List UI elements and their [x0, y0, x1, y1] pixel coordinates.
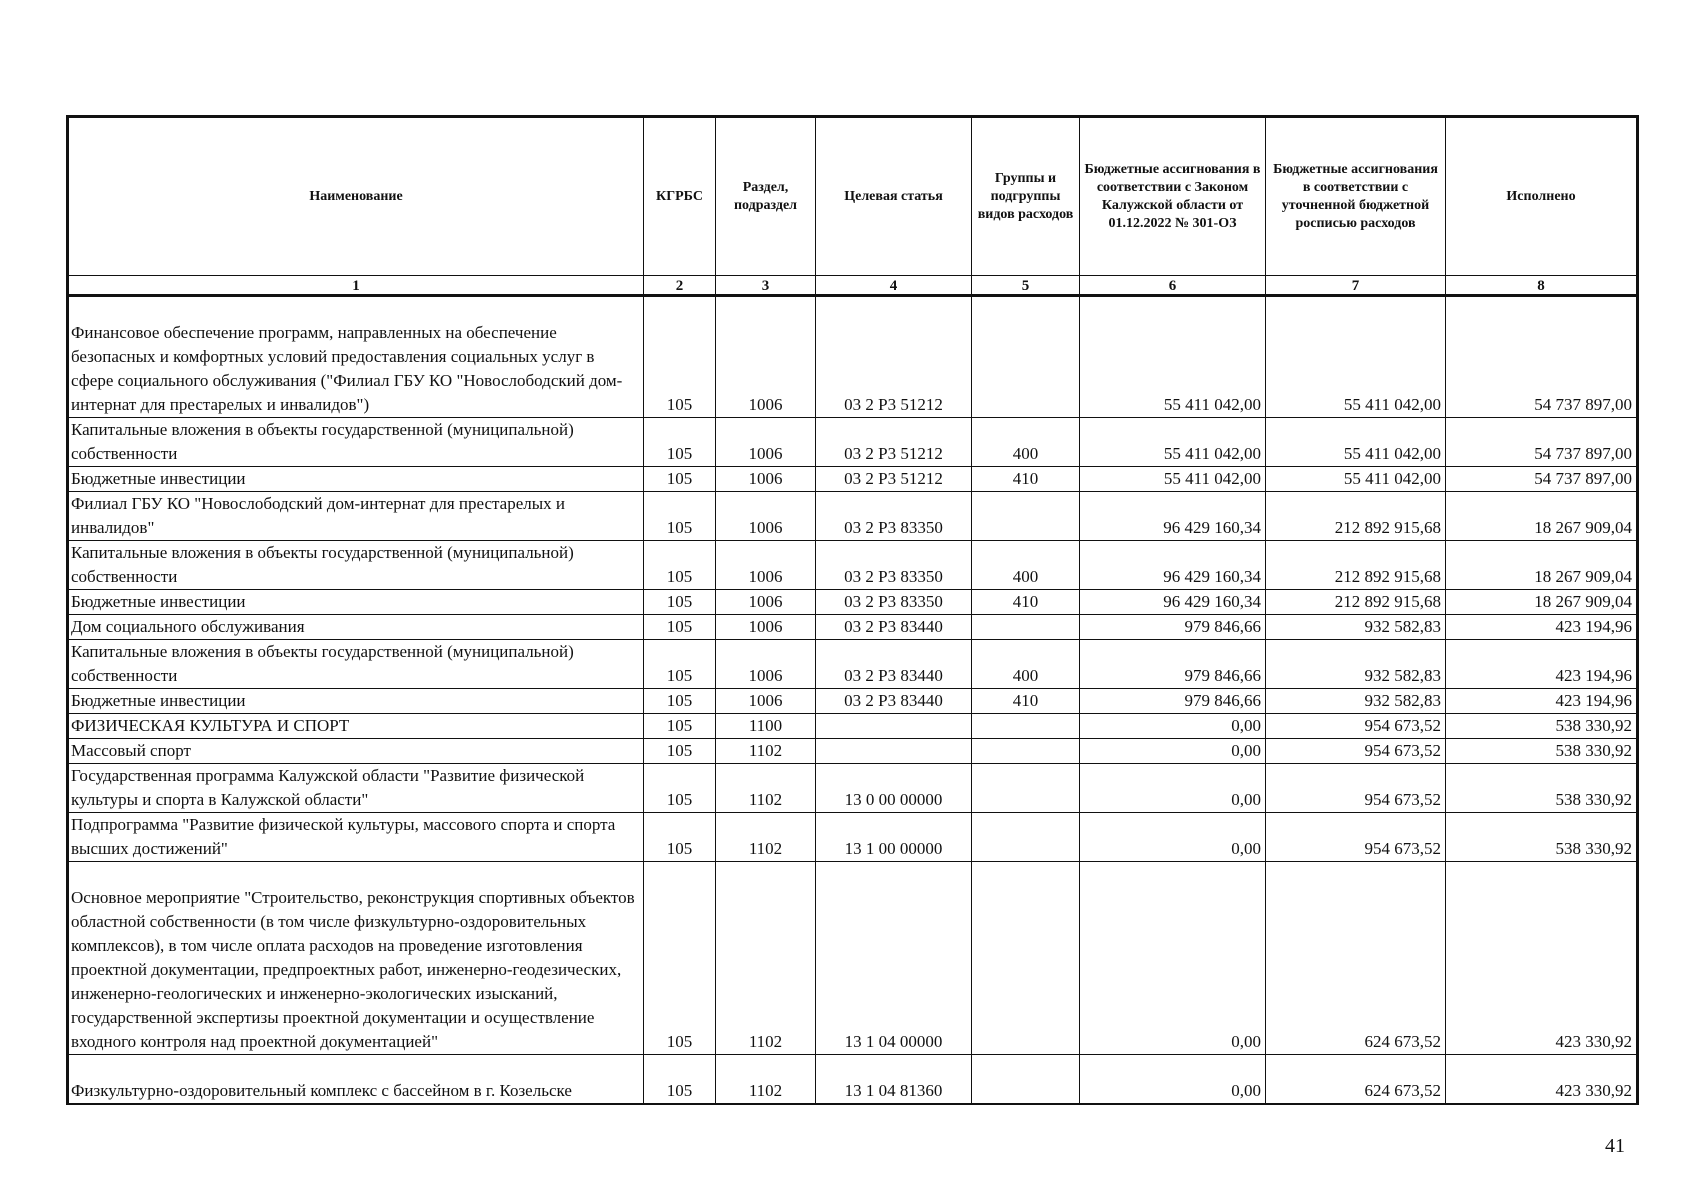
cell-refined-allocation: 624 673,52 — [1266, 1055, 1446, 1105]
cell-target-article: 03 2 P3 83350 — [816, 541, 972, 590]
cell-expense-group — [972, 1055, 1080, 1105]
cell-name: Капитальные вложения в объекты государственной (муниципальной) собственности — [68, 640, 644, 689]
cell-kgrbs: 105 — [644, 739, 716, 764]
cell-section: 1102 — [716, 862, 816, 1055]
cell-kgrbs: 105 — [644, 714, 716, 739]
cell-refined-allocation: 932 582,83 — [1266, 615, 1446, 640]
table-row — [68, 714, 1638, 739]
cell-name: ФИЗИЧЕСКАЯ КУЛЬТУРА И СПОРТ — [68, 714, 644, 739]
cell-refined-allocation: 954 673,52 — [1266, 813, 1446, 862]
cell-executed: 538 330,92 — [1446, 714, 1638, 739]
cell-refined-allocation: 932 582,83 — [1266, 689, 1446, 714]
cell-executed: 18 267 909,04 — [1446, 541, 1638, 590]
cell-law-allocation: 979 846,66 — [1080, 615, 1266, 640]
column-number: 2 — [644, 276, 716, 296]
cell-name: Основное мероприятие "Строительство, реконструкция спортивных объектов областной собственности (в том числе физкультурно-оздоровительных комплексов), в том числе оплата расходов на проведение изготовления проектной документации, предпроектных работ, инженерно-геодезических, инженерно-геологических и инженерно-экологических изысканий, государственной экспертизы проектной документации и осуществление входного контроля над проектной документацией" — [68, 862, 644, 1055]
cell-law-allocation: 96 429 160,34 — [1080, 590, 1266, 615]
table-row — [68, 813, 1638, 862]
cell-expense-group: 400 — [972, 541, 1080, 590]
cell-target-article — [816, 714, 972, 739]
cell-section: 1102 — [716, 739, 816, 764]
cell-name: Физкультурно-оздоровительный комплекс с бассейном в г. Козельске — [68, 1055, 644, 1105]
cell-expense-group — [972, 739, 1080, 764]
cell-expense-group: 410 — [972, 689, 1080, 714]
cell-refined-allocation: 212 892 915,68 — [1266, 541, 1446, 590]
cell-law-allocation: 0,00 — [1080, 813, 1266, 862]
cell-section: 1006 — [716, 689, 816, 714]
cell-target-article: 03 2 P3 83350 — [816, 590, 972, 615]
column-number: 4 — [816, 276, 972, 296]
cell-law-allocation: 55 411 042,00 — [1080, 296, 1266, 418]
cell-law-allocation: 979 846,66 — [1080, 689, 1266, 714]
header-name: Наименование — [68, 117, 644, 276]
cell-target-article: 13 0 00 00000 — [816, 764, 972, 813]
cell-name: Бюджетные инвестиции — [68, 467, 644, 492]
cell-refined-allocation: 954 673,52 — [1266, 714, 1446, 739]
table-row — [68, 492, 1638, 541]
cell-law-allocation: 96 429 160,34 — [1080, 492, 1266, 541]
cell-expense-group: 410 — [972, 590, 1080, 615]
cell-expense-group — [972, 862, 1080, 1055]
cell-executed: 423 330,92 — [1446, 1055, 1638, 1105]
cell-law-allocation: 0,00 — [1080, 862, 1266, 1055]
cell-section: 1100 — [716, 714, 816, 739]
table-body — [68, 296, 1638, 1105]
cell-executed: 54 737 897,00 — [1446, 296, 1638, 418]
cell-name: Финансовое обеспечение программ, направленных на обеспечение безопасных и комфортных условий предоставления социальных услуг в сфере социального обслуживания ("Филиал ГБУ КО "Новослободский дом-интернат для престарелых и инвалидов") — [68, 296, 644, 418]
cell-name: Бюджетные инвестиции — [68, 689, 644, 714]
cell-kgrbs: 105 — [644, 296, 716, 418]
cell-executed: 423 330,92 — [1446, 862, 1638, 1055]
cell-executed: 423 194,96 — [1446, 615, 1638, 640]
cell-refined-allocation: 624 673,52 — [1266, 862, 1446, 1055]
table-row — [68, 590, 1638, 615]
header-target-article: Целевая статья — [816, 117, 972, 276]
cell-law-allocation: 0,00 — [1080, 1055, 1266, 1105]
cell-law-allocation: 55 411 042,00 — [1080, 467, 1266, 492]
table-row — [68, 739, 1638, 764]
cell-target-article: 03 2 P3 51212 — [816, 418, 972, 467]
cell-kgrbs: 105 — [644, 689, 716, 714]
cell-expense-group: 410 — [972, 467, 1080, 492]
cell-section: 1102 — [716, 1055, 816, 1105]
cell-section: 1006 — [716, 296, 816, 418]
cell-name: Филиал ГБУ КО "Новослободский дом-интернат для престарелых и инвалидов" — [68, 492, 644, 541]
cell-executed: 423 194,96 — [1446, 689, 1638, 714]
cell-refined-allocation: 932 582,83 — [1266, 640, 1446, 689]
column-number: 5 — [972, 276, 1080, 296]
cell-target-article: 03 2 P3 51212 — [816, 467, 972, 492]
cell-refined-allocation: 954 673,52 — [1266, 764, 1446, 813]
cell-name: Государственная программа Калужской области "Развитие физической культуры и спорта в Калужской области" — [68, 764, 644, 813]
cell-law-allocation: 0,00 — [1080, 714, 1266, 739]
cell-kgrbs: 105 — [644, 640, 716, 689]
table-row — [68, 541, 1638, 590]
cell-name: Бюджетные инвестиции — [68, 590, 644, 615]
cell-name: Капитальные вложения в объекты государственной (муниципальной) собственности — [68, 541, 644, 590]
cell-kgrbs: 105 — [644, 813, 716, 862]
cell-name: Дом социального обслуживания — [68, 615, 644, 640]
cell-executed: 18 267 909,04 — [1446, 492, 1638, 541]
column-number: 3 — [716, 276, 816, 296]
header-expense-group: Группы и подгруппы видов расходов — [972, 117, 1080, 276]
cell-expense-group — [972, 492, 1080, 541]
cell-section: 1006 — [716, 615, 816, 640]
cell-refined-allocation: 212 892 915,68 — [1266, 590, 1446, 615]
cell-section: 1006 — [716, 590, 816, 615]
column-number-row — [68, 276, 1638, 296]
cell-refined-allocation: 55 411 042,00 — [1266, 296, 1446, 418]
table-row — [68, 418, 1638, 467]
cell-target-article: 03 2 P3 83440 — [816, 689, 972, 714]
cell-expense-group — [972, 615, 1080, 640]
cell-law-allocation: 0,00 — [1080, 739, 1266, 764]
cell-target-article: 03 2 P3 83440 — [816, 615, 972, 640]
cell-expense-group — [972, 296, 1080, 418]
table-row — [68, 615, 1638, 640]
column-number: 6 — [1080, 276, 1266, 296]
cell-expense-group: 400 — [972, 640, 1080, 689]
cell-section: 1102 — [716, 764, 816, 813]
cell-expense-group: 400 — [972, 418, 1080, 467]
cell-refined-allocation: 954 673,52 — [1266, 739, 1446, 764]
header-kgrbs: КГРБС — [644, 117, 716, 276]
table-row — [68, 862, 1638, 1055]
cell-target-article: 13 1 04 00000 — [816, 862, 972, 1055]
cell-executed: 18 267 909,04 — [1446, 590, 1638, 615]
cell-section: 1006 — [716, 541, 816, 590]
cell-law-allocation: 0,00 — [1080, 764, 1266, 813]
header-law-allocation: Бюджетные ассигнования в соответствии с Законом Калужской области от 01.12.2022 № 301-ОЗ — [1080, 117, 1266, 276]
cell-kgrbs: 105 — [644, 1055, 716, 1105]
header-refined-allocation: Бюджетные ассигнования в соответствии с уточненной бюджетной росписью расходов — [1266, 117, 1446, 276]
cell-refined-allocation: 212 892 915,68 — [1266, 492, 1446, 541]
cell-executed: 54 737 897,00 — [1446, 418, 1638, 467]
column-number: 7 — [1266, 276, 1446, 296]
column-number: 1 — [68, 276, 644, 296]
cell-kgrbs: 105 — [644, 764, 716, 813]
table-row — [68, 467, 1638, 492]
table-row — [68, 689, 1638, 714]
cell-executed: 423 194,96 — [1446, 640, 1638, 689]
cell-target-article: 03 2 P3 83350 — [816, 492, 972, 541]
cell-executed: 54 737 897,00 — [1446, 467, 1638, 492]
cell-target-article: 13 1 04 81360 — [816, 1055, 972, 1105]
cell-section: 1006 — [716, 492, 816, 541]
cell-target-article: 03 2 P3 83440 — [816, 640, 972, 689]
cell-expense-group — [972, 714, 1080, 739]
table-row — [68, 1055, 1638, 1105]
cell-law-allocation: 979 846,66 — [1080, 640, 1266, 689]
header-section: Раздел, подраздел — [716, 117, 816, 276]
table-row — [68, 640, 1638, 689]
cell-name: Подпрограмма "Развитие физической культуры, массового спорта и спорта высших достижений" — [68, 813, 644, 862]
cell-section: 1006 — [716, 467, 816, 492]
table-row — [68, 764, 1638, 813]
budget-table — [66, 115, 1639, 1105]
cell-kgrbs: 105 — [644, 492, 716, 541]
cell-kgrbs: 105 — [644, 541, 716, 590]
cell-refined-allocation: 55 411 042,00 — [1266, 418, 1446, 467]
cell-law-allocation: 96 429 160,34 — [1080, 541, 1266, 590]
cell-kgrbs: 105 — [644, 418, 716, 467]
cell-executed: 538 330,92 — [1446, 813, 1638, 862]
cell-refined-allocation: 55 411 042,00 — [1266, 467, 1446, 492]
column-number: 8 — [1446, 276, 1638, 296]
cell-target-article: 13 1 00 00000 — [816, 813, 972, 862]
cell-target-article — [816, 739, 972, 764]
cell-kgrbs: 105 — [644, 467, 716, 492]
cell-executed: 538 330,92 — [1446, 739, 1638, 764]
cell-section: 1006 — [716, 640, 816, 689]
header-executed: Исполнено — [1446, 117, 1638, 276]
table-row — [68, 296, 1638, 418]
cell-section: 1006 — [716, 418, 816, 467]
cell-kgrbs: 105 — [644, 590, 716, 615]
cell-target-article: 03 2 P3 51212 — [816, 296, 972, 418]
cell-section: 1102 — [716, 813, 816, 862]
header-row — [68, 117, 1638, 276]
cell-executed: 538 330,92 — [1446, 764, 1638, 813]
cell-expense-group — [972, 764, 1080, 813]
cell-expense-group — [972, 813, 1080, 862]
cell-name: Массовый спорт — [68, 739, 644, 764]
cell-name: Капитальные вложения в объекты государственной (муниципальной) собственности — [68, 418, 644, 467]
page-number: 41 — [1605, 1135, 1625, 1157]
cell-kgrbs: 105 — [644, 615, 716, 640]
cell-law-allocation: 55 411 042,00 — [1080, 418, 1266, 467]
cell-kgrbs: 105 — [644, 862, 716, 1055]
